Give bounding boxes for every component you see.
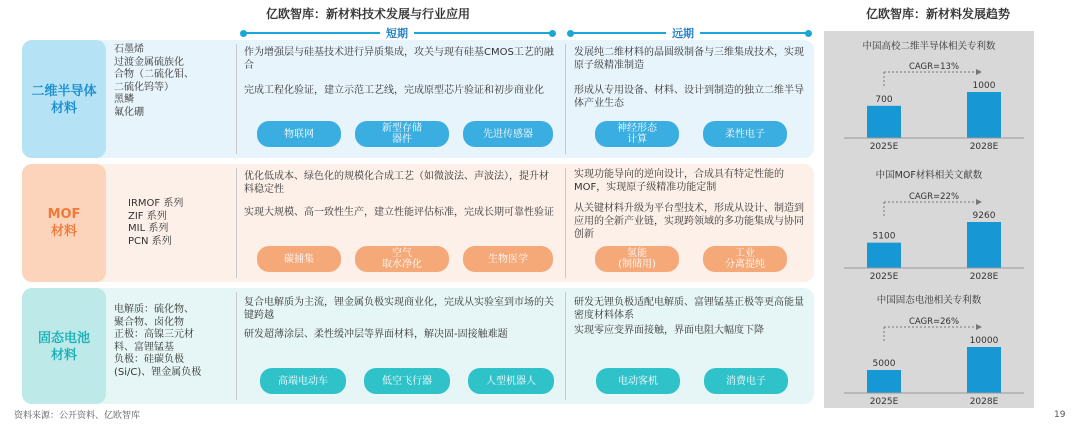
cagr-arrow-icon (976, 324, 982, 330)
application-tag: 高端电动车 (260, 368, 346, 394)
column-separator (565, 44, 566, 154)
bar-value-label: 9260 (972, 211, 996, 221)
cagr-arrow-icon (976, 199, 982, 205)
short-term-text: 实现大规模、高一致性生产，建立性能评估标准，完成长期可靠性验证 (244, 207, 554, 218)
application-tag: 工业 分离提纯 (703, 246, 787, 272)
cagr-label: CAGR=13% (908, 62, 960, 72)
x-tick-label: 2025E (869, 142, 899, 150)
timeline-dot (549, 30, 556, 37)
x-tick-label: 2028E (969, 142, 999, 150)
long-term-text: 发展纯二维材料的晶圆级制备与三维集成技术，实现原子级精准制造 (574, 47, 804, 71)
application-tag: 空气 取水净化 (355, 246, 449, 272)
cagr-label: CAGR=26% (908, 317, 960, 327)
bar (867, 243, 901, 268)
application-tag: 柔性电子 (703, 121, 787, 147)
chart-1 (824, 50, 1034, 150)
bar-value-label: 5100 (872, 231, 896, 242)
bar-value-label: 700 (875, 94, 893, 105)
application-tag: 人型机器人 (468, 368, 554, 394)
application-tag: 新型存储 器件 (355, 121, 449, 147)
short-term-text: 复合电解质为主流，锂金属负极实现商业化，完成从实验室到市场的关键跨越 (244, 297, 554, 321)
column-separator (236, 168, 237, 278)
column-separator (236, 292, 237, 400)
bar (967, 222, 1001, 268)
bar (967, 347, 1001, 393)
column-separator (565, 292, 566, 400)
bar-value-label: 5000 (872, 359, 896, 369)
chart-title: 中国固态电池相关专利数 (876, 295, 982, 306)
column-separator (565, 168, 566, 278)
x-tick-label: 2028E (969, 397, 999, 405)
short-term-text: 优化低成本、绿色化的规模化合成工艺（如微波法、声波法），提升材料稳定性 (244, 171, 549, 195)
long-term-text: 形成从专用设备、材料、设计到制造的独立二维半导体产业生态 (574, 85, 804, 109)
x-tick-label: 2028E (969, 272, 999, 280)
application-tag: 碳捕集 (257, 246, 341, 272)
page-number: 19 (1054, 410, 1066, 420)
long-term-text: 实现零应变界面接触，界面电阻大幅度下降 (574, 325, 764, 336)
chart-title: 中国MOF材料相关文献数 (875, 170, 983, 181)
timeline-dot (805, 30, 812, 37)
application-tag: 氢能 (制储用) (595, 246, 679, 272)
application-tag: 先进传感器 (463, 121, 553, 147)
materials-list: 石墨烯 过渡金属硫族化 合物（二硫化钼、 二硫化钨等） 黑鳞 氟化硼 (114, 44, 194, 118)
right-title: 亿欧智库：新材料发展趋势 (866, 7, 1011, 21)
application-tag: 低空飞行器 (364, 368, 450, 394)
category-mof: MOF 材料 (47, 207, 81, 239)
x-tick-label: 2025E (869, 397, 899, 405)
chart-3 (824, 305, 1034, 405)
long-term-text: 实现功能导向的逆向设计，合成具有特定性能的MOF，实现原子级精准功能定制 (574, 169, 784, 193)
chart-title: 中国高校二维半导体相关专利数 (862, 41, 996, 52)
short-term-text: 完成工程化验证，建立示范工艺线，完成原型芯片验证和初步商业化 (244, 85, 544, 96)
application-tag: 物联网 (257, 121, 341, 147)
bar (867, 370, 901, 393)
application-tag: 神经形态 计算 (595, 121, 679, 147)
source-note: 资料来源：公开资料、亿欧智库 (14, 411, 141, 421)
category-solid-battery: 固态电池 材料 (37, 331, 90, 363)
cagr-arrow-icon (976, 69, 982, 75)
application-tag: 消费电子 (704, 368, 788, 394)
short-term-text: 研发超薄涂层、柔性缓冲层等界面材料，解决固-固接触难题 (244, 329, 508, 340)
category-2d-semiconductor: 二维半导体 材料 (31, 84, 97, 116)
long-term-text: 从关键材料升级为平台型技术，形成从设计、制造到应用的全新产业链，实现跨领域的多功能集成与协同创新 (574, 203, 804, 240)
bar (867, 106, 901, 138)
x-tick-label: 2025E (869, 272, 899, 280)
application-tag: 电动客机 (596, 368, 680, 394)
column-separator (236, 44, 237, 154)
bar (967, 92, 1001, 138)
cagr-label: CAGR=22% (908, 192, 960, 202)
short-term-text: 作为增强层与硅基技术进行异质集成，攻关与现有硅基CMOS工艺的融合 (244, 47, 554, 71)
application-tag: 生物医学 (463, 246, 553, 272)
long-term-label: 远期 (666, 25, 700, 41)
bar-value-label: 10000 (969, 336, 999, 346)
chart-2 (824, 180, 1034, 280)
left-title: 亿欧智库：新材料技术发展与行业应用 (266, 7, 471, 21)
materials-list: IRMOF 系列 ZIF 系列 MIL 系列 PCN 系列 (128, 198, 184, 247)
materials-list: 电解质：硫化物、 聚合物、卤化物 正极：高镍三元材 料、富锂锰基 负极：硅碳负极 (Si/C)、锂金属负极 (114, 304, 202, 378)
bar-value-label: 1000 (972, 81, 996, 91)
short-term-label: 短期 (380, 25, 414, 41)
long-term-text: 研发无锂负极适配电解质、富锂锰基正极等更高能量密度材料体系 (574, 297, 804, 321)
